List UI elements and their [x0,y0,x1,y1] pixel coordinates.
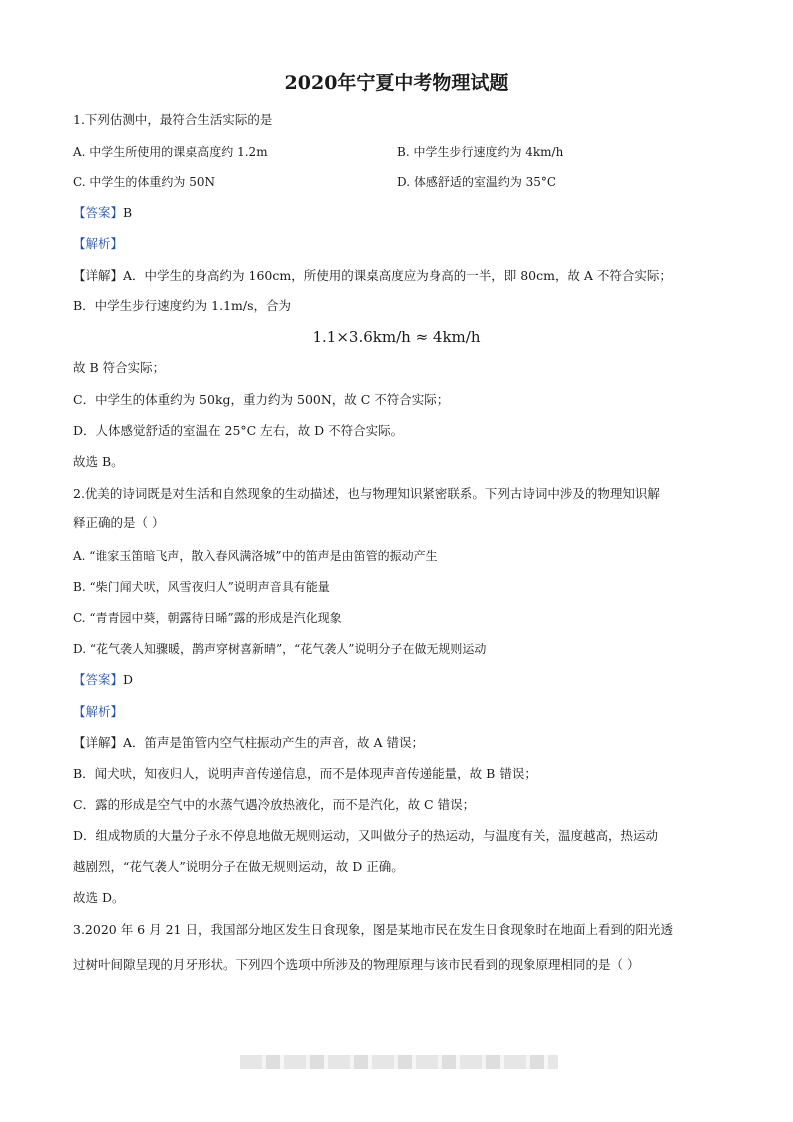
q2-option-a: A. “谁家玉笛暗飞声，散入春风满洛城”中的笛声是由笛管的振动产生 [73,549,438,563]
q3-stem-line-1: 3.2020 年 6 月 21 日，我国部分地区发生日食现象，图是某地市民在发生日食现象时在地面上看到的阳光透 [73,922,673,937]
q2-analysis-label: 【解析】 [73,704,124,719]
q2-option-b: B. “柴门闻犬吠，风雪夜归人”说明声音具有能量 [73,580,330,594]
q2-answer-tag: 【答案】 [73,672,124,687]
q2-option-d: D. “花气袭人知骤暖，鹊声穿树喜新晴”，“花气袭人”说明分子在做无规则运动 [73,642,487,656]
q2-conclusion: 故选 D。 [73,890,125,905]
q1-detail-tag: 【详解】 [73,268,124,283]
q2-answer [73,672,133,688]
q2-stem-line-2: 释正确的是（ ） [73,515,165,530]
q2-detail-text-1: A．笛声是笛管内空气柱振动产生的声音，故 A 错误； [123,735,425,750]
q2-detail-line-2: B．闻犬吠，知夜归人，说明声音传递信息，而不是体现声音传递能量，故 B 错误； [73,766,537,781]
blurred-footer-watermark [240,1055,558,1069]
q1-analysis-tag [73,236,123,252]
q1-option-b: B. 中学生步行速度约为 4km/h [397,145,564,159]
q2-detail-line-5: 越剧烈，“花气袭人”说明分子在做无规则运动，故 D 正确。 [73,859,404,874]
q2-answer-value: D [123,672,134,687]
q2-option-c: C. “青青园中葵，朝露待日晞”露的形成是汽化现象 [73,611,342,625]
q2-analysis-tag [73,704,123,720]
q1-option-d: D. 体感舒适的室温约为 35°C [397,175,557,189]
q2-detail-line-1 [73,735,424,751]
q1-detail-line-4: C．中学生的体重约为 50kg，重力约为 500N，故 C 不符合实际； [73,392,450,407]
q1-detail-line-3: 故 B 符合实际； [73,360,166,375]
q3-stem-line-2: 过树叶间隙呈现的月牙形状。下列四个选项中所涉及的物理原理与该市民看到的现象原理相同的是（ ） [73,957,640,972]
q1-detail-text-1: A．中学生的身高约为 160cm，所使用的课桌高度应为身高的一半，即 80cm，故 A 不符合实际； [123,268,672,283]
q1-stem: 1.下列估测中，最符合生活实际的是 [73,112,273,127]
q1-answer-tag: 【答案】 [73,205,124,220]
q1-detail-line-1 [73,268,672,284]
q1-option-c: C. 中学生的体重约为 50N [73,175,215,189]
q1-answer-value: B [123,205,133,220]
q1-detail-line-5: D．人体感觉舒适的室温在 25°C 左右，故 D 不符合实际。 [73,423,404,438]
q2-detail-tag: 【详解】 [73,735,124,750]
q1-formula: 1.1×3.6km/h ≈ 4km/h [312,328,481,346]
q2-stem-line-1: 2.优美的诗词既是对生活和自然现象的生动描述，也与物理知识紧密联系。下列古诗词中涉及的物理知识解 [73,486,660,501]
q1-detail-line-2: B．中学生步行速度约为 1.1m/s，合为 [73,298,292,313]
q1-conclusion: 故选 B。 [73,454,124,469]
q2-detail-line-4: D．组成物质的大量分子永不停息地做无规则运动，又叫做分子的热运动，与温度有关，温度越高，热运动 [73,828,659,843]
page-title: 2020年宁夏中考物理试题 [284,72,509,94]
q1-option-a: A. 中学生所使用的课桌高度约 1.2m [73,145,268,159]
q1-analysis-label: 【解析】 [73,236,124,251]
q2-detail-line-3: C．露的形成是空气中的水蒸气遇冷放热液化，而不是汽化，故 C 错误； [73,797,476,812]
q1-answer [73,205,132,221]
